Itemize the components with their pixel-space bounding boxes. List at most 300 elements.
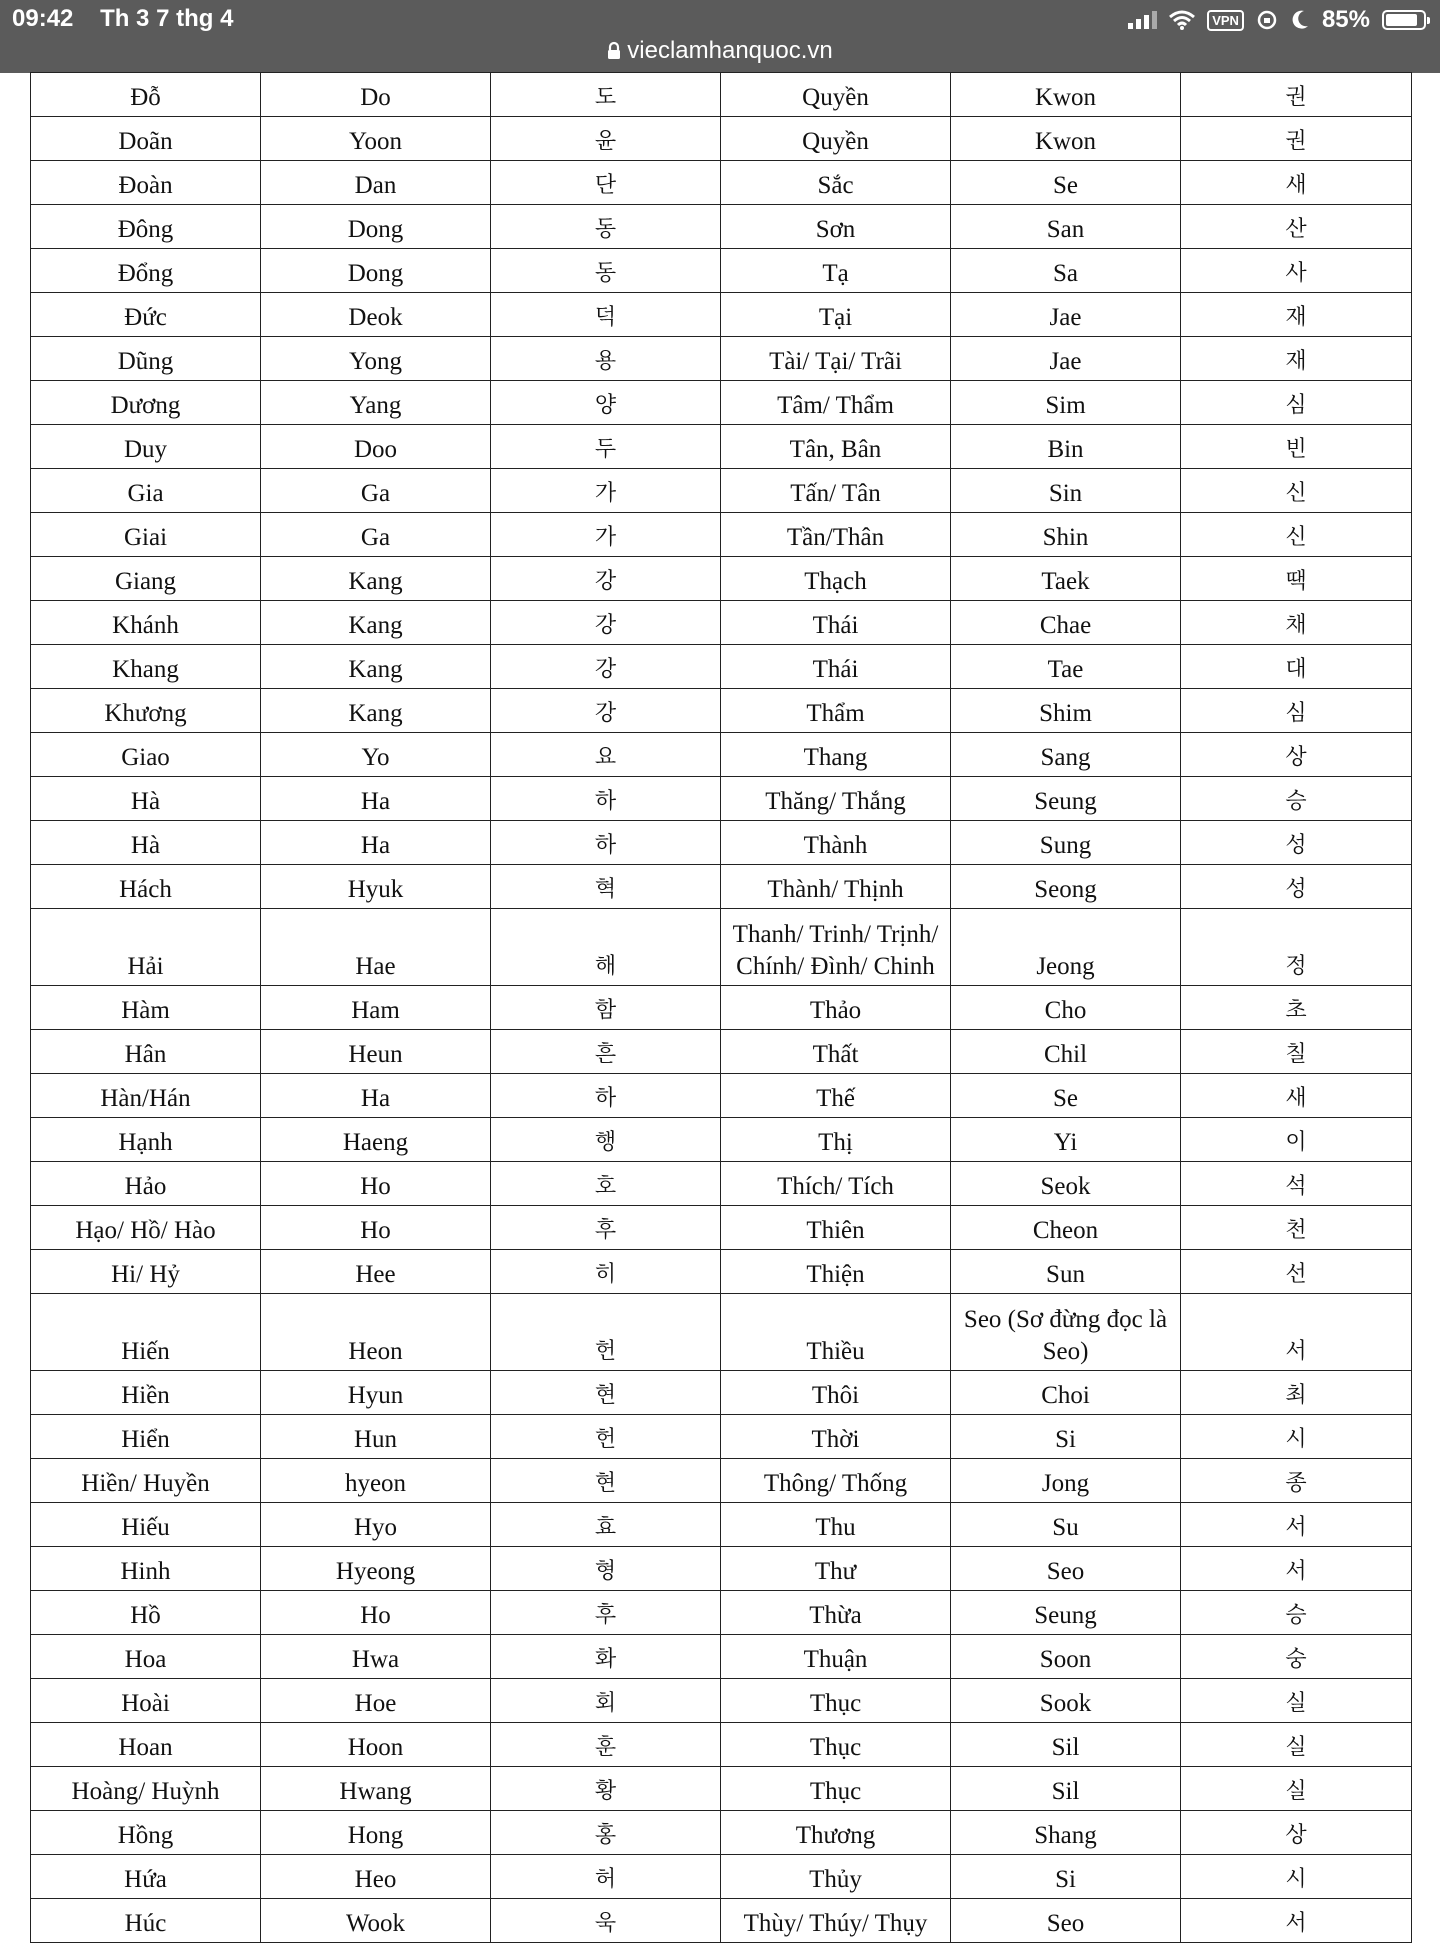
cell-vietnamese-surname: Hà	[31, 777, 261, 821]
cell-korean-given: 권	[1181, 73, 1412, 117]
cell-vietnamese-surname: Hi/ Hỷ	[31, 1250, 261, 1294]
cell-korean-given: 채	[1181, 601, 1412, 645]
table-row	[31, 1074, 1412, 1118]
cell-korean-surname: 동	[491, 205, 721, 249]
cell-romanized-surname: Ga	[261, 513, 491, 557]
moon-icon	[1290, 9, 1310, 31]
cell-korean-surname: 헌	[491, 1294, 721, 1371]
cell-vietnamese-surname: Hồng	[31, 1811, 261, 1855]
cell-romanized-surname: Doo	[261, 425, 491, 469]
table-row	[31, 513, 1412, 557]
cell-romanized-surname: Ha	[261, 1074, 491, 1118]
cell-korean-surname: 가	[491, 469, 721, 513]
battery-fill	[1386, 14, 1417, 26]
cell-vietnamese-surname: Hải	[31, 909, 261, 986]
cell-korean-surname: 현	[491, 1371, 721, 1415]
cell-romanized-surname: Hyuk	[261, 865, 491, 909]
cell-korean-given: 승	[1181, 1591, 1412, 1635]
cell-romanized-given: Sin	[951, 469, 1181, 513]
table-row	[31, 381, 1412, 425]
cell-vietnamese-given: Thục	[721, 1679, 951, 1723]
cell-korean-surname: 단	[491, 161, 721, 205]
cell-romanized-given: Chae	[951, 601, 1181, 645]
cell-korean-given: 초	[1181, 986, 1412, 1030]
cell-vietnamese-surname: Doãn	[31, 117, 261, 161]
cell-vietnamese-surname: Duy	[31, 425, 261, 469]
cell-korean-given: 서	[1181, 1503, 1412, 1547]
cell-korean-surname: 후	[491, 1591, 721, 1635]
cell-romanized-surname: Hwang	[261, 1767, 491, 1811]
cell-vietnamese-given: Thái	[721, 601, 951, 645]
cell-vietnamese-given: Thăng/ Thắng	[721, 777, 951, 821]
cell-romanized-given: Jae	[951, 293, 1181, 337]
cell-korean-surname: 홍	[491, 1811, 721, 1855]
cell-vietnamese-surname: Giai	[31, 513, 261, 557]
cell-vietnamese-surname: Đoàn	[31, 161, 261, 205]
cell-vietnamese-given: Tại	[721, 293, 951, 337]
cell-vietnamese-given: Thành/ Thịnh	[721, 865, 951, 909]
cell-korean-given: 시	[1181, 1855, 1412, 1899]
table-row	[31, 1030, 1412, 1074]
cell-vietnamese-given: Tần/Thân	[721, 513, 951, 557]
cell-romanized-surname: Yong	[261, 337, 491, 381]
cell-vietnamese-surname: Hoàng/ Huỳnh	[31, 1767, 261, 1811]
cell-romanized-surname: Do	[261, 73, 491, 117]
cell-korean-surname: 허	[491, 1855, 721, 1899]
cell-korean-surname: 하	[491, 821, 721, 865]
cell-romanized-given: Seok	[951, 1162, 1181, 1206]
cell-korean-surname: 현	[491, 1459, 721, 1503]
cell-romanized-given: Jae	[951, 337, 1181, 381]
cell-vietnamese-given: Thang	[721, 733, 951, 777]
cell-vietnamese-surname: Hà	[31, 821, 261, 865]
battery-icon	[1382, 10, 1426, 30]
cell-korean-given: 승	[1181, 777, 1412, 821]
cell-romanized-surname: Hyeong	[261, 1547, 491, 1591]
cell-vietnamese-surname: Hinh	[31, 1547, 261, 1591]
table-row	[31, 1459, 1412, 1503]
cell-romanized-surname: Yoon	[261, 117, 491, 161]
cell-vietnamese-given: Thôi	[721, 1371, 951, 1415]
table-row	[31, 1855, 1412, 1899]
cell-romanized-surname: Hoe	[261, 1679, 491, 1723]
cell-korean-given: 권	[1181, 117, 1412, 161]
cell-romanized-surname: Ha	[261, 777, 491, 821]
cell-romanized-surname: Kang	[261, 601, 491, 645]
cell-vietnamese-given: Thiện	[721, 1250, 951, 1294]
cell-korean-surname: 효	[491, 1503, 721, 1547]
cell-romanized-given: Sim	[951, 381, 1181, 425]
name-translation-table	[30, 72, 1412, 1943]
cell-romanized-surname: Yang	[261, 381, 491, 425]
table-row	[31, 645, 1412, 689]
table-row	[31, 1635, 1412, 1679]
table-row	[31, 1118, 1412, 1162]
cell-korean-surname: 가	[491, 513, 721, 557]
cell-romanized-given: Jong	[951, 1459, 1181, 1503]
cell-korean-surname: 해	[491, 909, 721, 986]
cell-vietnamese-surname: Khang	[31, 645, 261, 689]
cell-korean-surname: 용	[491, 337, 721, 381]
table-row	[31, 73, 1412, 117]
cell-romanized-given: Seong	[951, 865, 1181, 909]
cell-vietnamese-given: Tấn/ Tân	[721, 469, 951, 513]
cell-romanized-given: Jeong	[951, 909, 1181, 986]
cell-korean-surname: 강	[491, 689, 721, 733]
cell-vietnamese-surname: Dương	[31, 381, 261, 425]
cell-vietnamese-given: Tân, Bân	[721, 425, 951, 469]
cell-vietnamese-surname: Hứa	[31, 1855, 261, 1899]
cell-korean-surname: 후	[491, 1206, 721, 1250]
cell-vietnamese-given: Thị	[721, 1118, 951, 1162]
table-row	[31, 1547, 1412, 1591]
cell-korean-given: 천	[1181, 1206, 1412, 1250]
cell-romanized-surname: Hwa	[261, 1635, 491, 1679]
cell-romanized-surname: Heo	[261, 1855, 491, 1899]
cell-romanized-surname: Heon	[261, 1294, 491, 1371]
cell-vietnamese-surname: Hoài	[31, 1679, 261, 1723]
cell-vietnamese-given: Sắc	[721, 161, 951, 205]
cell-korean-given: 대	[1181, 645, 1412, 689]
cell-vietnamese-surname: Hiền/ Huyền	[31, 1459, 261, 1503]
table-row	[31, 1162, 1412, 1206]
cell-romanized-surname: Wook	[261, 1899, 491, 1943]
cell-korean-given: 땍	[1181, 557, 1412, 601]
cell-korean-surname: 덕	[491, 293, 721, 337]
cell-korean-given: 신	[1181, 513, 1412, 557]
cell-korean-given: 재	[1181, 293, 1412, 337]
vpn-badge: VPN	[1207, 10, 1244, 31]
cell-vietnamese-surname: Hoan	[31, 1723, 261, 1767]
cell-romanized-surname: Ga	[261, 469, 491, 513]
status-indicators	[1127, 4, 1426, 36]
cell-romanized-given: Sook	[951, 1679, 1181, 1723]
cell-vietnamese-surname: Hách	[31, 865, 261, 909]
cell-romanized-given: San	[951, 205, 1181, 249]
table-row	[31, 986, 1412, 1030]
table-row	[31, 161, 1412, 205]
cell-korean-given: 서	[1181, 1294, 1412, 1371]
cell-korean-given: 성	[1181, 865, 1412, 909]
cell-romanized-given: Se	[951, 161, 1181, 205]
cell-korean-surname: 동	[491, 249, 721, 293]
table-row	[31, 1811, 1412, 1855]
cell-korean-given: 재	[1181, 337, 1412, 381]
cell-romanized-surname: Hee	[261, 1250, 491, 1294]
cell-romanized-given: Seung	[951, 1591, 1181, 1635]
cell-vietnamese-given: Sơn	[721, 205, 951, 249]
cell-korean-given: 칠	[1181, 1030, 1412, 1074]
cell-romanized-given: Sun	[951, 1250, 1181, 1294]
table-row	[31, 601, 1412, 645]
cell-romanized-given: Soon	[951, 1635, 1181, 1679]
table-row	[31, 469, 1412, 513]
cell-vietnamese-given: Thảo	[721, 986, 951, 1030]
cell-vietnamese-given: Thông/ Thống	[721, 1459, 951, 1503]
cell-romanized-given: Si	[951, 1855, 1181, 1899]
table-row	[31, 909, 1412, 986]
cell-vietnamese-given: Thích/ Tích	[721, 1162, 951, 1206]
table-row	[31, 1723, 1412, 1767]
table-row	[31, 1250, 1412, 1294]
cell-korean-given: 빈	[1181, 425, 1412, 469]
cell-korean-surname: 화	[491, 1635, 721, 1679]
cell-romanized-surname: Hyo	[261, 1503, 491, 1547]
cell-vietnamese-surname: Đổng	[31, 249, 261, 293]
cell-romanized-given: Seo	[951, 1547, 1181, 1591]
cell-korean-given: 성	[1181, 821, 1412, 865]
cell-vietnamese-given: Thừa	[721, 1591, 951, 1635]
cell-romanized-surname: Hyun	[261, 1371, 491, 1415]
cell-korean-surname: 양	[491, 381, 721, 425]
cell-vietnamese-surname: Dũng	[31, 337, 261, 381]
cell-vietnamese-surname: Hiền	[31, 1371, 261, 1415]
cell-romanized-surname: Hoon	[261, 1723, 491, 1767]
cell-korean-surname: 헌	[491, 1415, 721, 1459]
cell-korean-surname: 윤	[491, 117, 721, 161]
table-row	[31, 293, 1412, 337]
cell-vietnamese-surname: Khương	[31, 689, 261, 733]
cell-vietnamese-surname: Hoa	[31, 1635, 261, 1679]
table-row	[31, 689, 1412, 733]
table-row	[31, 1503, 1412, 1547]
table-row	[31, 205, 1412, 249]
cell-korean-surname: 흔	[491, 1030, 721, 1074]
cell-romanized-given: Kwon	[951, 117, 1181, 161]
cell-vietnamese-surname: Hân	[31, 1030, 261, 1074]
cell-korean-surname: 훈	[491, 1723, 721, 1767]
battery-percent: 85%	[1321, 6, 1370, 33]
table-row	[31, 1591, 1412, 1635]
cell-romanized-given: Sil	[951, 1767, 1181, 1811]
cell-romanized-given: Si	[951, 1415, 1181, 1459]
cell-vietnamese-surname: Khánh	[31, 601, 261, 645]
table-row	[31, 337, 1412, 381]
table-row	[31, 777, 1412, 821]
cell-vietnamese-surname: Hàm	[31, 986, 261, 1030]
cell-korean-given: 종	[1181, 1459, 1412, 1503]
cell-vietnamese-surname: Hiến	[31, 1294, 261, 1371]
cell-korean-given: 최	[1181, 1371, 1412, 1415]
cell-vietnamese-surname: Đức	[31, 293, 261, 337]
table-row	[31, 1767, 1412, 1811]
cell-vietnamese-surname: Đỗ	[31, 73, 261, 117]
cell-vietnamese-given: Thục	[721, 1723, 951, 1767]
table-body	[31, 73, 1412, 1943]
cell-romanized-given: Cheon	[951, 1206, 1181, 1250]
cell-vietnamese-surname: Đông	[31, 205, 261, 249]
cell-romanized-given: Seung	[951, 777, 1181, 821]
table-row	[31, 865, 1412, 909]
cell-romanized-surname: Heun	[261, 1030, 491, 1074]
cell-romanized-surname: Ho	[261, 1162, 491, 1206]
cell-korean-given: 서	[1181, 1547, 1412, 1591]
cell-vietnamese-given: Tài/ Tại/ Trãi	[721, 337, 951, 381]
cell-romanized-surname: Ho	[261, 1206, 491, 1250]
cell-romanized-surname: Haeng	[261, 1118, 491, 1162]
cell-vietnamese-given: Thục	[721, 1767, 951, 1811]
cell-korean-given: 숭	[1181, 1635, 1412, 1679]
cell-vietnamese-given: Thế	[721, 1074, 951, 1118]
cell-korean-surname: 강	[491, 645, 721, 689]
cell-romanized-given: Se	[951, 1074, 1181, 1118]
cell-korean-given: 새	[1181, 1074, 1412, 1118]
cell-romanized-surname: Hae	[261, 909, 491, 986]
cell-vietnamese-given: Thành	[721, 821, 951, 865]
cell-romanized-surname: Ham	[261, 986, 491, 1030]
cell-romanized-surname: Dong	[261, 205, 491, 249]
cell-romanized-surname: Dong	[261, 249, 491, 293]
table-row	[31, 1294, 1412, 1371]
cell-romanized-surname: Ha	[261, 821, 491, 865]
table-row	[31, 821, 1412, 865]
cell-korean-surname: 황	[491, 1767, 721, 1811]
cell-romanized-given: Taek	[951, 557, 1181, 601]
cell-vietnamese-given: Thời	[721, 1415, 951, 1459]
cell-romanized-given: Sung	[951, 821, 1181, 865]
table-row	[31, 1679, 1412, 1723]
cell-romanized-given: Tae	[951, 645, 1181, 689]
cell-korean-surname: 호	[491, 1162, 721, 1206]
cell-vietnamese-surname: Gia	[31, 469, 261, 513]
cell-romanized-surname: Hong	[261, 1811, 491, 1855]
cell-vietnamese-given: Thùy/ Thúy/ Thụy	[721, 1899, 951, 1943]
cell-korean-surname: 하	[491, 777, 721, 821]
cell-romanized-given: Choi	[951, 1371, 1181, 1415]
cell-romanized-surname: Hun	[261, 1415, 491, 1459]
cell-korean-given: 실	[1181, 1767, 1412, 1811]
cell-romanized-surname: Dan	[261, 161, 491, 205]
cell-korean-given: 석	[1181, 1162, 1412, 1206]
cell-vietnamese-given: Thương	[721, 1811, 951, 1855]
table-row	[31, 1371, 1412, 1415]
cell-vietnamese-given: Thất	[721, 1030, 951, 1074]
cell-romanized-surname: Kang	[261, 645, 491, 689]
table-row	[31, 425, 1412, 469]
cell-romanized-given: Seo (Sơ đừng đọc là Seo)	[951, 1294, 1181, 1371]
cell-romanized-surname: Kang	[261, 557, 491, 601]
cell-korean-surname: 히	[491, 1250, 721, 1294]
cell-korean-surname: 강	[491, 557, 721, 601]
page-content	[30, 73, 1411, 1937]
orientation-lock-icon	[1256, 9, 1278, 31]
cell-vietnamese-given: Thạch	[721, 557, 951, 601]
cell-korean-surname: 도	[491, 73, 721, 117]
cell-vietnamese-given: Thuận	[721, 1635, 951, 1679]
cell-korean-surname: 요	[491, 733, 721, 777]
cell-vietnamese-given: Thiều	[721, 1294, 951, 1371]
table-row	[31, 733, 1412, 777]
cell-vietnamese-given: Thanh/ Trinh/ Trịnh/ Chính/ Đình/ Chinh	[721, 909, 951, 986]
cell-korean-given: 새	[1181, 161, 1412, 205]
cell-vietnamese-surname: Giang	[31, 557, 261, 601]
cell-korean-surname: 함	[491, 986, 721, 1030]
cell-korean-given: 산	[1181, 205, 1412, 249]
cell-vietnamese-surname: Húc	[31, 1899, 261, 1943]
cell-romanized-given: Shin	[951, 513, 1181, 557]
cell-korean-given: 시	[1181, 1415, 1412, 1459]
cell-romanized-given: Sang	[951, 733, 1181, 777]
cell-vietnamese-surname: Hiển	[31, 1415, 261, 1459]
cell-korean-given: 상	[1181, 1811, 1412, 1855]
cell-korean-given: 심	[1181, 381, 1412, 425]
cell-romanized-given: Sil	[951, 1723, 1181, 1767]
table-row	[31, 117, 1412, 161]
cell-korean-given: 사	[1181, 249, 1412, 293]
cell-romanized-surname: Kang	[261, 689, 491, 733]
cell-vietnamese-given: Tâm/ Thẩm	[721, 381, 951, 425]
cell-romanized-surname: Ho	[261, 1591, 491, 1635]
cell-vietnamese-surname: Hảo	[31, 1162, 261, 1206]
cell-romanized-surname: Deok	[261, 293, 491, 337]
cell-korean-given: 실	[1181, 1723, 1412, 1767]
cell-vietnamese-given: Thu	[721, 1503, 951, 1547]
cell-korean-surname: 혁	[491, 865, 721, 909]
cell-vietnamese-given: Thủy	[721, 1855, 951, 1899]
cell-vietnamese-surname: Hạnh	[31, 1118, 261, 1162]
table-row	[31, 1415, 1412, 1459]
cell-korean-surname: 회	[491, 1679, 721, 1723]
cell-vietnamese-given: Quyền	[721, 117, 951, 161]
table-row	[31, 557, 1412, 601]
cell-vietnamese-given: Thẩm	[721, 689, 951, 733]
cell-vietnamese-surname: Hồ	[31, 1591, 261, 1635]
cellular-signal-icon	[1127, 11, 1157, 29]
table-row	[31, 1899, 1412, 1943]
status-time: 09:42	[12, 5, 74, 32]
cell-romanized-given: Sa	[951, 249, 1181, 293]
cell-romanized-given: Bin	[951, 425, 1181, 469]
cell-vietnamese-surname: Giao	[31, 733, 261, 777]
cell-vietnamese-surname: Hạo/ Hồ/ Hào	[31, 1206, 261, 1250]
cell-vietnamese-given: Thái	[721, 645, 951, 689]
cell-romanized-surname: hyeon	[261, 1459, 491, 1503]
lock-icon	[607, 42, 621, 60]
cell-romanized-given: Kwon	[951, 73, 1181, 117]
cell-korean-given: 신	[1181, 469, 1412, 513]
cell-vietnamese-given: Thiên	[721, 1206, 951, 1250]
table-row	[31, 249, 1412, 293]
cell-korean-given: 심	[1181, 689, 1412, 733]
cell-korean-given: 서	[1181, 1899, 1412, 1943]
cell-korean-surname: 하	[491, 1074, 721, 1118]
cell-romanized-given: Shim	[951, 689, 1181, 733]
cell-romanized-given: Shang	[951, 1811, 1181, 1855]
cell-romanized-given: Seo	[951, 1899, 1181, 1943]
wifi-icon	[1169, 10, 1195, 30]
cell-korean-given: 정	[1181, 909, 1412, 986]
cell-korean-surname: 욱	[491, 1899, 721, 1943]
cell-korean-surname: 형	[491, 1547, 721, 1591]
cell-korean-given: 이	[1181, 1118, 1412, 1162]
table-row	[31, 1206, 1412, 1250]
url-text[interactable]: vieclamhanquoc.vn	[627, 37, 833, 64]
cell-korean-given: 상	[1181, 733, 1412, 777]
cell-vietnamese-given: Quyền	[721, 73, 951, 117]
cell-korean-surname: 두	[491, 425, 721, 469]
status-bar	[0, 0, 1440, 73]
cell-vietnamese-surname: Hàn/Hán	[31, 1074, 261, 1118]
status-time-date	[12, 5, 233, 33]
cell-romanized-given: Yi	[951, 1118, 1181, 1162]
cell-romanized-given: Chil	[951, 1030, 1181, 1074]
cell-korean-surname: 강	[491, 601, 721, 645]
cell-romanized-given: Cho	[951, 986, 1181, 1030]
cell-romanized-given: Su	[951, 1503, 1181, 1547]
cell-korean-surname: 행	[491, 1118, 721, 1162]
address-bar[interactable]	[0, 36, 1440, 66]
cell-korean-given: 실	[1181, 1679, 1412, 1723]
